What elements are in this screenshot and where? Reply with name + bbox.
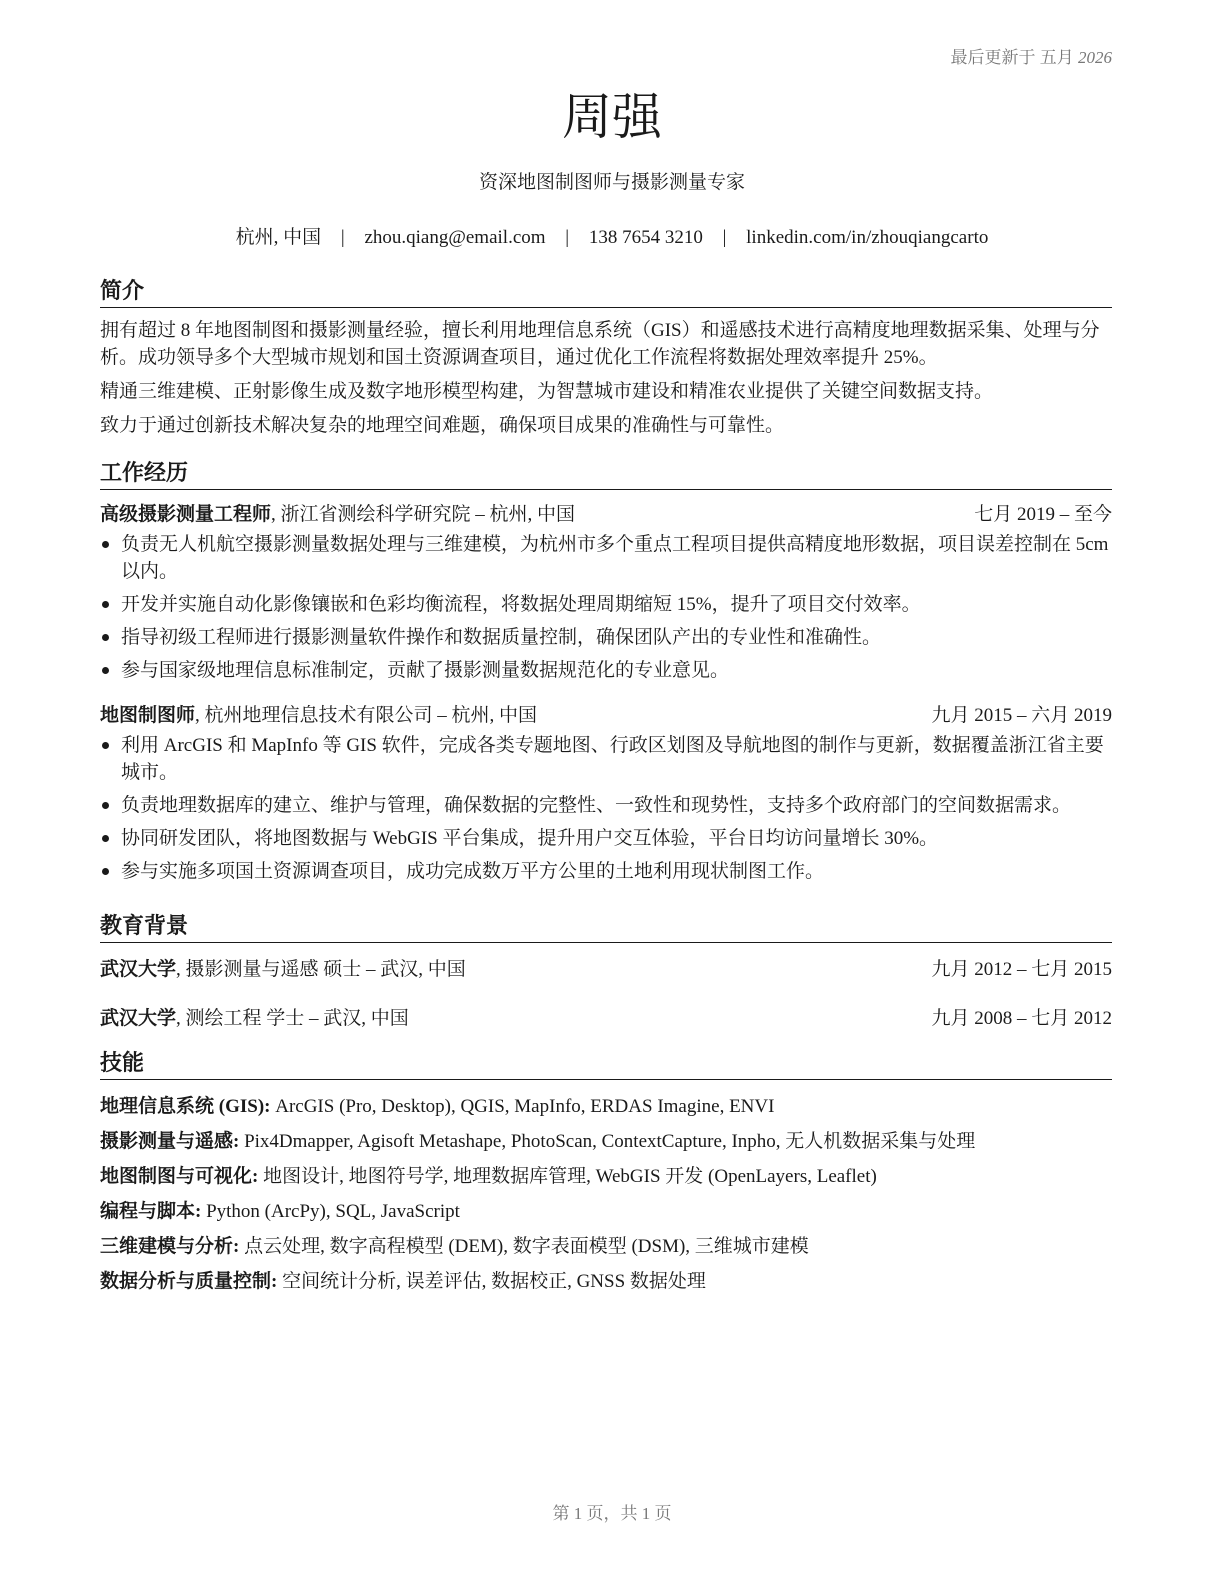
job-bullets — [100, 531, 1112, 684]
job-entry — [100, 501, 1112, 684]
skill-label: 编程与脚本: — [100, 1201, 202, 1222]
skill-value: 空间统计分析, 误差评估, 数据校正, GNSS 数据处理 — [277, 1271, 706, 1292]
job-header — [100, 501, 1112, 528]
bullet-item: 开发并实施自动化影像镶嵌和色彩均衡流程，将数据处理周期缩短 15%，提升了项目交付效率。 — [100, 591, 1112, 618]
skill-label: 三维建模与分析: — [100, 1236, 240, 1257]
education-entry — [100, 1005, 1112, 1032]
job-dates: 七月 2019 – 至今 — [974, 504, 1112, 525]
contact-separator: | — [340, 227, 345, 248]
skill-row — [100, 1128, 1112, 1155]
skill-value: 点云处理, 数字高程模型 (DEM), 数字表面模型 (DSM), 三维城市建模 — [239, 1236, 809, 1257]
summary-paragraph: 致力于通过创新技术解决复杂的地理空间难题，确保项目成果的准确性与可靠性。 — [100, 415, 785, 436]
job-org: , 浙江省测绘科学研究院 – 杭州, 中国 — [271, 504, 576, 525]
contact-email[interactable]: zhou.qiang@email.com — [364, 227, 546, 248]
skill-value: Pix4Dmapper, Agisoft Metashape, PhotoScan, ContextCapture, Inpho, 无人机数据采集与处理 — [239, 1131, 976, 1152]
school-name: 武汉大学 — [100, 1008, 177, 1029]
skill-row — [100, 1268, 1112, 1295]
skill-value: 地图设计, 地图符号学, 地理数据库管理, WebGIS 开发 (OpenLayers, Leaflet) — [258, 1166, 877, 1187]
section-title-education: 教育背景 — [100, 913, 1112, 943]
contact-separator: | — [565, 227, 570, 248]
education-entry — [100, 956, 1112, 983]
section-title-skills: 技能 — [100, 1050, 1112, 1080]
section-title-summary: 简介 — [100, 278, 1112, 308]
education-dates: 九月 2012 – 七月 2015 — [931, 959, 1112, 980]
section-title-experience: 工作经历 — [100, 460, 1112, 490]
last-updated-year: 2026 — [1078, 48, 1112, 67]
school-name: 武汉大学 — [100, 959, 177, 980]
contact-separator: | — [722, 227, 727, 248]
education-dates: 九月 2008 – 七月 2012 — [931, 1008, 1112, 1029]
bullet-item: 利用 ArcGIS 和 MapInfo 等 GIS 软件，完成各类专题地图、行政区划图及导航地图的制作与更新，数据覆盖浙江省主要城市。 — [100, 732, 1112, 786]
skill-label: 数据分析与质量控制: — [100, 1271, 278, 1292]
summary-section — [100, 278, 1112, 439]
summary-paragraph: 拥有超过 8 年地图制图和摄影测量经验，擅长利用地理信息系统（GIS）和遥感技术进行高精度地理数据采集、处理与分析。成功领导多个大型城市规划和国土资源调查项目，通过优化工作流程将数据处理效率提升 25%。 — [100, 320, 1100, 368]
contact-line — [0, 224, 1224, 251]
skill-label: 地图制图与可视化: — [100, 1166, 259, 1187]
last-updated — [951, 44, 1113, 71]
headline: 资深地图制图师与摄影测量专家 — [478, 172, 745, 193]
job-role: 高级摄影测量工程师 — [100, 504, 272, 525]
skill-row — [100, 1198, 1112, 1225]
job-role: 地图制图师 — [100, 705, 196, 726]
degree-detail: , 测绘工程 学士 – 武汉, 中国 — [176, 1008, 409, 1029]
bullet-item: 参与实施多项国土资源调查项目，成功完成数万平方公里的土地利用现状制图工作。 — [100, 858, 1112, 885]
summary-paragraph: 精通三维建模、正射影像生成及数字地形模型构建，为智慧城市建设和精准农业提供了关键空间数据支持。 — [100, 381, 994, 402]
bullet-item: 负责无人机航空摄影测量数据处理与三维建模，为杭州市多个重点工程项目提供高精度地形数据，项目误差控制在 5cm 以内。 — [100, 531, 1112, 585]
bullet-item: 参与国家级地理信息标准制定，贡献了摄影测量数据规范化的专业意见。 — [100, 657, 1112, 684]
skill-row — [100, 1233, 1112, 1260]
job-bullets — [100, 732, 1112, 885]
contact-linkedin[interactable]: linkedin.com/in/zhouqiangcarto — [746, 227, 989, 248]
job-org: , 杭州地理信息技术有限公司 – 杭州, 中国 — [195, 705, 538, 726]
job-dates: 九月 2015 – 六月 2019 — [931, 705, 1112, 726]
skill-label: 摄影测量与遥感: — [100, 1131, 240, 1152]
skill-row — [100, 1093, 1112, 1120]
last-updated-label: 最后更新于 五月 — [950, 48, 1074, 67]
experience-section — [100, 460, 1112, 891]
skill-row — [100, 1163, 1112, 1190]
bullet-item: 指导初级工程师进行摄影测量软件操作和数据质量控制，确保团队产出的专业性和准确性。 — [100, 624, 1112, 651]
bullet-item: 协同研发团队，将地图数据与 WebGIS 平台集成，提升用户交互体验，平台日均访问量增长 30%。 — [100, 825, 1112, 852]
bullet-item: 负责地理数据库的建立、维护与管理，确保数据的完整性、一致性和现势性，支持多个政府部门的空间数据需求。 — [100, 792, 1112, 819]
job-entry — [100, 702, 1112, 885]
job-header — [100, 702, 1112, 729]
education-section — [100, 913, 1112, 1032]
page-footer: 第 1 页，共 1 页 — [552, 1504, 672, 1523]
skill-value: ArcGIS (Pro, Desktop), QGIS, MapInfo, ERDAS Imagine, ENVI — [270, 1096, 775, 1117]
degree-detail: , 摄影测量与遥感 硕士 – 武汉, 中国 — [176, 959, 466, 980]
skill-label: 地理信息系统 (GIS): — [100, 1096, 271, 1117]
person-name: 周强 — [562, 88, 662, 146]
skill-value: Python (ArcPy), SQL, JavaScript — [201, 1201, 460, 1222]
skills-section — [100, 1050, 1112, 1303]
contact-phone[interactable]: 138 7654 3210 — [588, 227, 703, 248]
contact-location: 杭州, 中国 — [235, 227, 322, 248]
